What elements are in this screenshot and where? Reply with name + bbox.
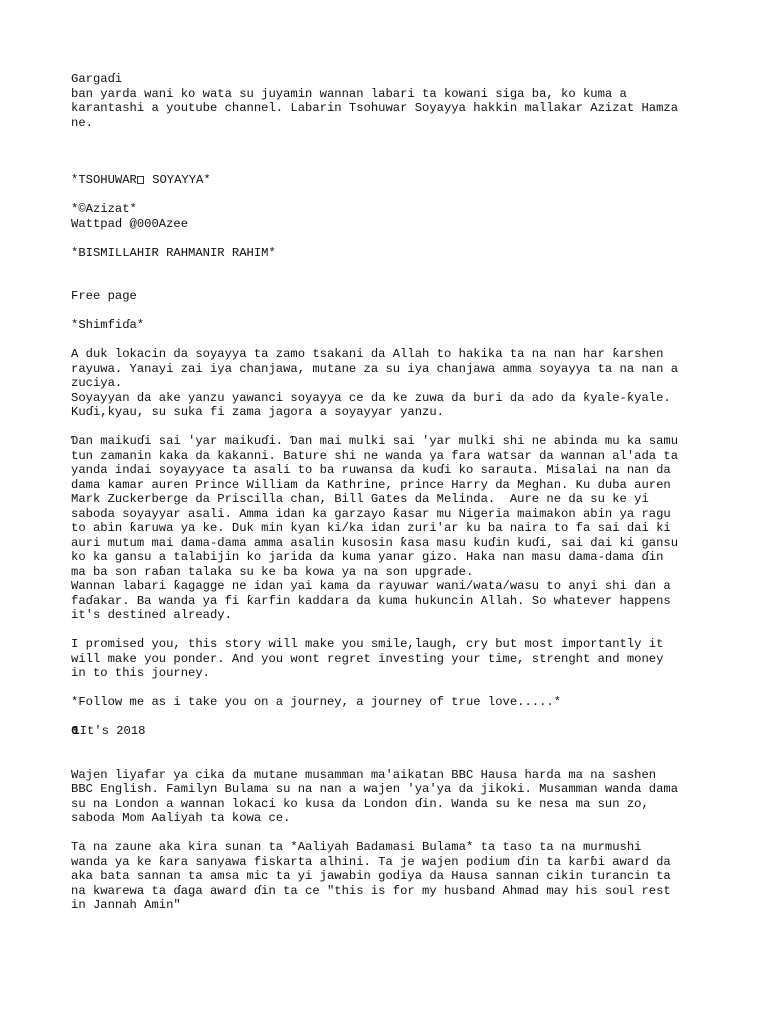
paragraph-line: Ɗan maikuɗi sai 'yar maikuɗi. Ɗan mai mulki sai 'yar mulki shi ne abinda mu ka samu [71, 434, 679, 448]
paragraph-line: A duk lokacin da soyayya ta zamo tsakani da Allah to hakika ta na nan har ƙarshen [71, 347, 664, 361]
paragraph [71, 840, 711, 913]
free-page-label: Free page [71, 289, 137, 303]
paragraph-line: ko ka gansu a talabijin ko jarida da kuma yanar gizo. Haka nan masu dama-dama ɗin [71, 550, 664, 564]
intro-line: Gargaɗi [71, 72, 123, 86]
paragraph-line: to abin ƙaruwa ya ke. Duk min kyan ki/ka idan zuri'ar ku ba naira to fa sai dai ki [71, 521, 671, 535]
chapter-number: 01 [71, 724, 74, 738]
wattpad-line: Wattpad @000Azee [71, 216, 189, 231]
paragraph-line: in Jannah Amin" [71, 898, 181, 912]
paragraph-line: zuciya. [71, 376, 123, 390]
paragraph-line: wanda ya ke ƙara sanyawa fiskarta alhini. Ta je wajen podium ɗin ta karɓi award da [71, 854, 671, 869]
paragraph-line: it's destined already. [71, 608, 232, 622]
story-title-suffix: SOYAYYA* [144, 173, 211, 187]
paragraph-line: su na London a wannan lokaci ko kusa da London ɗin. Wanda su ke nesa ma sun zo, [71, 796, 649, 811]
paragraph-line: na kwarewa ta ɗaga award ɗin ta ce "this is for my husband Ahmad may his soul rest [71, 883, 671, 898]
intro-block [71, 72, 711, 130]
paragraph-line: saboda soyayyar asali. Amma idan ka garzayo ƙasar mu Nigeria maimakon abin ya ragu [71, 506, 671, 521]
intro-line: ne. [71, 115, 93, 130]
paragraph-line: faɗakar. Ba wanda ya fi ƙarfin kaddara da kuma hukuncin Allah. So whatever happens [71, 593, 671, 608]
paragraph-line: Soyayyan da ake yanzu yawanci soyayya ce da ke zuwa da buri da ado da ƙyale-ƙyale. [71, 390, 671, 405]
paragraph-line: yanda indai soyayyace ta asali to ba ruwansa da kuɗi ko sarauta. Misalai na nan da [71, 463, 671, 477]
section-heading: *Shimfiɗa* [71, 318, 145, 332]
follow-line: *Follow me as i take you on a journey, a journey of true love.....* [71, 695, 562, 709]
paragraph-line: Kuɗi,kyau, su suka fi zama jagora a soyayyar yanzu. [71, 405, 444, 419]
paragraph-line: rayuwa. Yanayi zai iya chanjawa, mutane za su iya chanjawa amma soyayya ta na nan a [71, 361, 679, 376]
paragraph-line: dama kamar auren Prince William da Kathrine, prince Harry da Meghan. Ku duba auren [71, 477, 671, 492]
story-title-prefix: *TSOHUWAR [71, 173, 137, 187]
paragraph-line: auri mutum mai dama-dama amma asalin kusosin ƙasa masu kuɗin kuɗi, sai dai ki gansu [71, 535, 679, 550]
story-title [71, 173, 711, 188]
paragraph-line: Ta na zaune aka kira sunan ta *Aaliyah Badamasi Bulama* ta taso ta na murmushi [71, 840, 642, 854]
intro-line: karantashi a youtube channel. Labarin Tsohuwar Soyayya hakkin mallakar Azizat Hamza [71, 101, 679, 115]
paragraph-line: in to this journey. [71, 666, 210, 680]
paragraph [71, 768, 711, 826]
paragraph-line: I promised you, this story will make you smile,laugh, cry but most importantly it [71, 637, 664, 651]
paragraph [71, 434, 711, 623]
paragraph [71, 637, 711, 681]
paragraph-line: Wannan labari ƙagagge ne idan yai kama da rayuwar wani/wata/wasu to anyi shi dan a [71, 579, 671, 593]
paragraph-line: aka bata sannan ta amsa mic ta yi jawabin godiya da Hausa sannan cikin turancin ta [71, 869, 671, 883]
author-line: *©Azizat* [71, 202, 137, 216]
bismillah-line: *BISMILLAHIR RAHMANIR RAHIM* [71, 245, 276, 260]
paragraph-line: ma ba son raɓan talaka su ke ba kowa ya na son upgrade. [71, 564, 474, 579]
chapter-text: It's 2018 [79, 724, 146, 738]
missing-glyph-icon [137, 176, 144, 184]
paragraph-line: Mark Zuckerberge da Priscilla chan, Bill Gates da Melinda. Aure ne da su ke yi [71, 492, 649, 506]
intro-line: ban yarda wani ko wata su juyamin wannan labari ta kowani siga ba, ko kuma a [71, 86, 627, 101]
document-page [71, 72, 711, 913]
paragraph [71, 347, 711, 420]
chapter-heading [71, 724, 711, 739]
paragraph-line: saboda Mom Aaliyah ta kowa ce. [71, 811, 291, 825]
paragraph-line: will make you ponder. And you wont regret investing your time, strenght and money [71, 651, 664, 666]
paragraph-line: tun zamanin kaka da kakanni. Bature shi ne wanda ya fara watsar da wannan al'ada ta [71, 448, 679, 463]
paragraph-line: BBC English. Familyn Bulama su na nan a wajen 'ya'ya da jikoki. Musamman wanda dama [71, 782, 679, 796]
paragraph-line: Wajen liyafar ya cika da mutane musamman ma'aikatan BBC Hausa harda ma na sashen [71, 767, 657, 782]
